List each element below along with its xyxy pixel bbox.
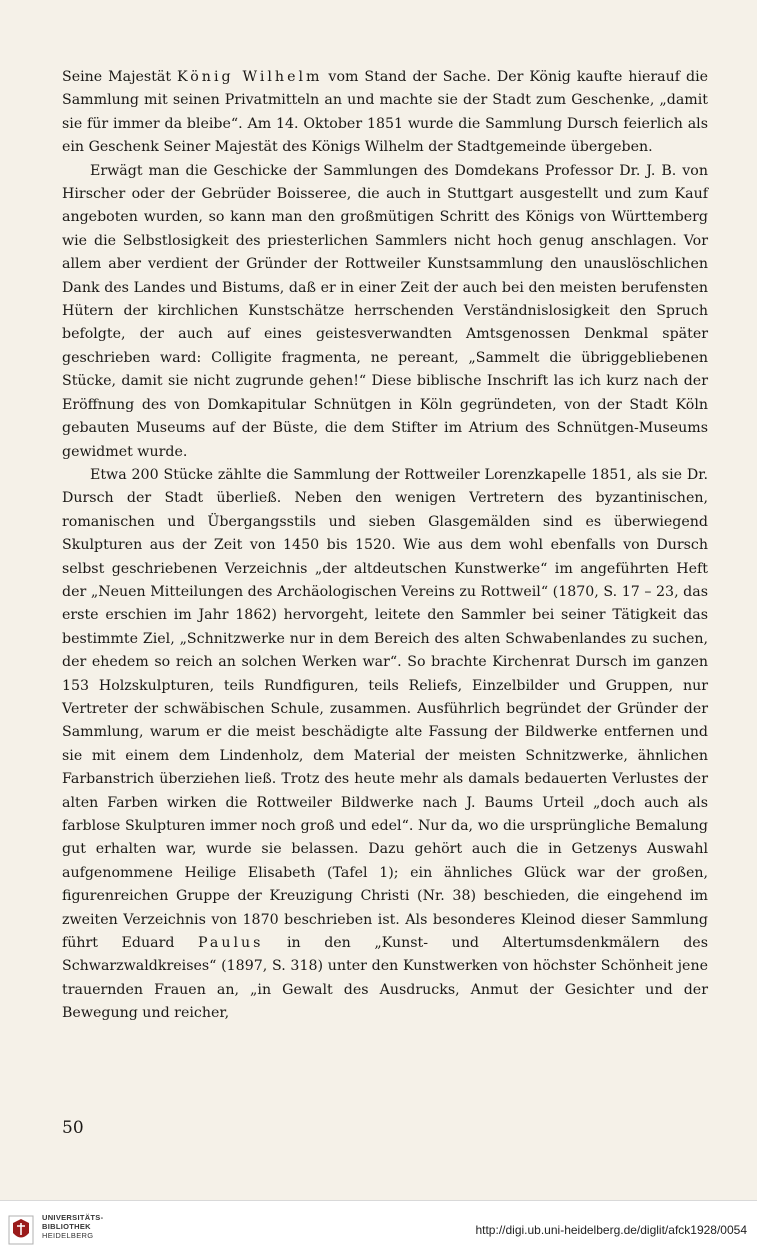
body-text <box>62 66 708 1026</box>
paragraph: Etwa 200 Stücke zählte die Sammlung der Rottweiler Lorenzkapelle 1851, als sie Dr. Dursch der Stadt überließ. Neben den wenigen Vertretern des byzantinischen, romanischen und Übergangsstils und sieben Glasgemälden sind es überwiegend Skulpturen aus der Zeit von 1450 bis 1520. Wie aus dem wohl ebenfalls von Dursch selbst geschriebenen Verzeichnis „der altdeutschen Kunstwerke“ im angeführten Heft der „Neuen Mitteilungen des Archäologischen Vereins zu Rottweil“ (1870, S. 17 – 23, das erste erschien im Jahr 1862) hervorgeht, leitete den Sammler bei seiner Tätigkeit das bestimmte Ziel, „Schnitzwerke nur in dem Bereich des alten Schwabenlandes zu suchen, der ehedem so reich an solchen Werken war“. So brachte Kirchenrat Dursch im ganzen 153 Holzskulpturen, teils Rundfiguren, teils Reliefs, Einzelbilder und Gruppen, nur Vertreter der schwäbischen Schule, zusammen. Ausführlich begründet der Gründer der Sammlung, warum er die meist beschädigte alte Fassung der Bildwerke entfernen und sie mit einem dem Lindenholz, dem Material der meisten Schnitzwerke, ähnlichen Farbanstrich überziehen ließ. Trotz des heute mehr als damals bedauerten Verlustes der alten Farben wirken die Rottweiler Bildwerke nach J. Baums Urteil „doch auch als farblose Skulpturen immer noch groß und edel“. Nur da, wo die ursprüngliche Bemalung gut erhalten war, wurde sie belassen. Dazu gehört auch die in Getzenys Auswahl aufgenommene Heilige Elisabeth (Tafel 1); ein ähnliches Glück war der großen, figurenreichen Gruppe der Kreuzigung Christi (Nr. 38) beschieden, die eingehend im zweiten Verzeichnis von 1870 beschrieben ist. Als besonderes Kleinod dieser Sammlung führt Eduard Paulus in den „Kunst- und Altertumsdenkmälern des Schwarzwaldkreises“ (1897, S. 318) unter den Kunstwerken von höchster Schönheit jene trauernden Frauen an, „in Gewalt des Ausdrucks, Anmut der Gesichter und der Bewegung und reicher, <box>62 466 708 1022</box>
spaced-name: Paulus <box>197 935 264 952</box>
source-url-link[interactable]: http://digi.ub.uni-heidelberg.de/diglit/afck1928/0054 <box>475 1223 747 1237</box>
viewer-footer <box>0 1200 757 1260</box>
institution-name: UNIVERSITÄTS- BIBLIOTHEK HEIDELBERG <box>42 1213 104 1240</box>
paragraph: Erwägt man die Geschicke der Sammlungen des Domdekans Professor Dr. J. B. von Hirscher oder der Gebrüder Boisseree, die auch in Stuttgart ausgestellt und zum Kauf angeboten wurden, so kann man den großmütigen Schritt des Königs von Württemberg wie die Selbstlosigkeit des priesterlichen Sammlers nicht hoch genug anschlagen. Vor allem aber verdient der Gründer der Rottweiler Kunstsammlung den unauslöschlichen Dank des Landes und Bistums, daß er in einer Zeit der auch bei den meisten berufensten Hütern der kirchlichen Kunstschätze herrschenden Verständnislosigkeit den Spruch befolgte, der auch auf eines geistesverwandten Amtsgenossen Denkmal später geschrieben ward: Colligite fragmenta, ne pereant, „Sammelt die übriggebliebenen Stücke, damit sie nicht zugrunde gehen!“ Diese biblische Inschrift las ich kurz nach der Eröffnung des von Domkapitular Schnütgen in Köln gegründeten, von der Stadt Köln gebauten Museums auf der Büste, die dem Stifter im Atrium des Schnütgen-Museums gewidmet wurde. <box>62 162 708 460</box>
university-seal-icon <box>8 1215 34 1245</box>
page-number: 50 <box>62 1118 84 1138</box>
spaced-name: König Wilhelm <box>177 69 323 85</box>
paragraph: Seine Majestät König Wilhelm vom Stand der Sache. Der König kaufte hierauf die Sammlung mit seinen Privatmitteln an und machte sie der Stadt zum Geschenke, „damit sie für immer da bleibe“. Am 14. Oktober 1851 wurde die Sammlung Dursch feierlich als ein Geschenk Seiner Majestät des Königs Wilhelm der Stadtgemeinde übergeben. <box>62 69 708 156</box>
